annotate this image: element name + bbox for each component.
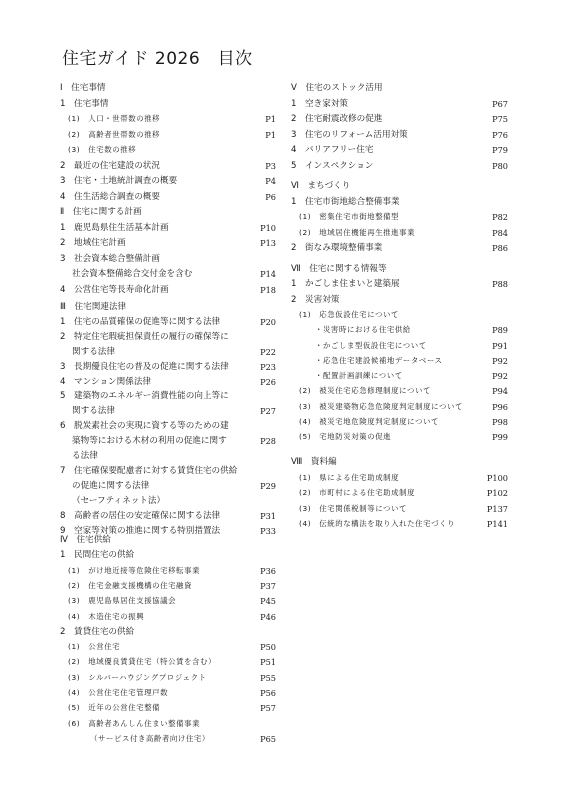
toc-page-number: P10 [260,222,276,233]
toc-page-number: P50 [260,642,276,653]
toc-entry[interactable] [60,375,276,389]
toc-entry-title: 1 民間住宅の供給 [60,550,135,561]
toc-page-number: P75 [492,114,508,124]
toc-entry-title: Ⅶ 住宅に関する情報等 [291,264,387,274]
toc-entry-title: (1) がけ地近接等危険住宅移転事業 [68,565,201,575]
toc-entry[interactable] [291,471,508,485]
toc-page-number: P82 [492,212,508,222]
toc-entry-title: (2) 被災住宅応急修理制度について [299,386,431,396]
toc-page-number: P102 [486,488,508,498]
toc-entry-title: (2) 市町村による住宅助成制度 [299,488,416,497]
toc-entry[interactable] [60,686,276,700]
toc-entry[interactable] [60,159,276,173]
toc-entry-title: （セーフティネット法） [72,495,166,506]
toc-entry[interactable] [291,97,508,111]
toc-entry-title: 築物等における木材の利用の促進に関す [72,436,227,447]
toc-entry-title: (2) 地域優良賃貸住宅（特公賃を含む） [68,657,217,667]
toc-entry-title: る法律 [72,451,98,461]
toc-entry-title: 1 住宅市街地総合整備事業 [291,196,400,207]
toc-entry[interactable] [60,449,276,463]
toc-entry[interactable] [60,267,276,281]
toc-entry-title: (3) 住宅関係税制等について [299,503,408,513]
toc-entry[interactable] [291,308,508,322]
toc-page-number: P29 [260,480,276,491]
toc-page-number: P79 [492,145,508,155]
toc-entry-title: (2) 地域居住機能再生推進事業 [299,227,416,237]
toc-entry[interactable] [60,345,276,359]
toc-entry-title: (1) 県による住宅助成制度 [299,472,400,482]
toc-section-heading[interactable] [291,455,508,469]
toc-entry-title: (6) 高齢者あんしん住まい整備事業 [68,718,201,728]
toc-entry[interactable] [291,241,508,255]
toc-page-number: P14 [260,269,276,279]
toc-entry-title: ・かごしま型仮設住宅について [315,340,427,350]
toc-page-number: P56 [260,688,276,698]
toc-entry-title: (3) 鹿児島県居住支援協議会 [68,596,177,606]
toc-entry[interactable] [291,415,508,429]
toc-section-heading[interactable] [60,533,276,547]
toc-page-number: P18 [260,284,276,295]
toc-entry[interactable] [60,315,276,329]
toc-page-number: P55 [260,672,276,683]
toc-page-number: P1 [265,129,276,140]
toc-entry-title: Ⅴ 住宅のストック活用 [291,83,383,93]
toc-entry-title: 2 街なみ環境整備事業 [291,243,383,253]
toc-entry[interactable] [291,323,508,337]
toc-entry[interactable] [60,419,276,433]
toc-entry[interactable] [60,404,276,418]
toc-entry-title: 9 空家等対策の推進に関する特別措置法 [60,525,221,536]
toc-entry[interactable] [60,330,276,344]
toc-page-number: P92 [492,355,508,366]
toc-section-heading[interactable] [291,179,508,193]
toc-section-heading[interactable] [60,205,276,219]
toc-entry[interactable] [60,283,276,297]
toc-entry[interactable] [291,430,508,444]
toc-entry[interactable] [60,732,276,746]
toc-entry-title: (4) 公営住宅住宅管理戸数 [68,688,169,697]
toc-entry-title: 3 社会資本総合整備計画 [60,253,160,264]
toc-entry-title: 2 住宅耐震改修の促進 [291,114,383,124]
toc-entry-title: （サービス付き高齢者向け住宅） [90,733,210,743]
toc-entry-title: 3 長期優良住宅の普及の促進に関する法律 [60,361,229,372]
toc-page-number: P13 [260,238,276,248]
toc-page-number: P1 [265,114,276,124]
toc-entry[interactable] [60,671,276,685]
toc-entry[interactable] [60,509,276,523]
toc-page-number: P141 [486,519,508,529]
toc-entry-title: (2) 住宅金融支援機構の住宅融資 [68,580,193,590]
toc-entry-title: 1 鹿児島県住生活基本計画 [60,222,169,233]
toc-entry-title: 5 建築物のエネルギー消費性能の向上等に [60,391,229,402]
toc-entry-title: (4) 伝統的な構法を取り入れた住宅づくり [299,519,456,528]
toc-entry-title: 1 空き家対策 [291,98,349,109]
toc-entry-title: 6 脱炭素社会の実現に資する等のための建 [60,421,229,432]
toc-entry[interactable] [60,221,276,235]
toc-entry[interactable] [60,594,276,608]
toc-entry-title: 2 最近の住宅建設の状況 [60,160,160,171]
toc-entry[interactable] [60,655,276,669]
toc-entry-title: 関する法律 [72,406,115,417]
toc-page-number: P28 [260,436,276,447]
toc-page-number: P45 [260,596,276,607]
toc-entry[interactable] [60,252,276,266]
toc-page-number: P26 [260,376,276,387]
toc-entry-title: Ⅰ 住宅事情 [60,83,106,93]
toc-entry-title: (1) 応急仮設住宅について [299,309,400,319]
toc-entry-title: Ⅱ 住宅に関する計画 [60,207,142,217]
toc-entry-title: 4 公営住宅等長寿命化計画 [60,284,169,295]
toc-entry[interactable] [60,236,276,250]
toc-entry-title: の促進に関する法律 [72,480,150,491]
page-title: 住宅ガイド 2026 目次 [62,49,253,69]
toc-page-number: P46 [260,611,276,622]
toc-entry[interactable] [60,464,276,478]
toc-entry[interactable] [60,143,276,157]
toc-entry-title: (2) 高齢者世帯数の推移 [68,129,161,139]
toc-page-number: P33 [260,525,276,536]
toc-entry[interactable] [60,190,276,204]
toc-entry[interactable] [60,494,276,508]
toc-entry[interactable] [291,400,508,414]
toc-section-heading[interactable] [60,300,276,314]
toc-entry[interactable] [60,564,276,578]
toc-entry-title: 関する法律 [72,346,115,357]
toc-entry-title: Ⅵ まちづくり [291,181,351,191]
toc-entry[interactable] [291,369,508,383]
toc-entry[interactable] [291,384,508,398]
toc-entry-title: 2 災害対策 [291,294,340,305]
toc-page-number: P20 [260,316,276,327]
toc-entry-title: 1 かごしま住まいと建築展 [291,279,400,290]
toc-page-number: P23 [260,361,276,372]
toc-entry[interactable] [291,486,508,500]
toc-entry-title: 4 バリアフリー住宅 [291,145,374,155]
toc-entry-title: (1) 人口・世帯数の推移 [68,114,161,123]
toc-entry-title: (4) 木造住宅の振興 [68,611,145,621]
toc-page-number: P31 [260,510,276,521]
toc-entry-title: (1) 密集住宅市街地整備型 [299,212,400,221]
toc-section-heading[interactable] [60,81,276,95]
toc-page-number: P51 [260,657,276,668]
toc-entry-title: 5 インスペクション [291,160,374,171]
toc-entry-title: 7 住宅確保要配慮者に対する賃貸住宅の供給 [60,465,238,476]
toc-entry-title: (5) 近年の公営住宅整備 [68,703,161,713]
toc-page-number: P4 [265,176,276,186]
toc-entry[interactable] [60,174,276,188]
toc-entry-title: (5) 宅地防災対策の促進 [299,432,392,442]
toc-page-number: P57 [260,703,276,714]
toc-entry[interactable] [60,640,276,654]
toc-page-number: P91 [492,340,508,351]
toc-entry[interactable] [291,210,508,224]
toc-entry[interactable] [60,360,276,374]
toc-page-number: P88 [492,279,508,290]
toc-entry-title: 4 マンション関係法律 [60,376,152,387]
toc-page-number: P65 [260,733,276,744]
toc-entry[interactable] [60,479,276,493]
toc-entry-title: 2 特定住宅瑕疵担保責任の履行の確保等に [60,331,229,342]
toc-page-number: P3 [265,160,276,171]
toc-entry[interactable] [291,293,508,307]
toc-page-number: P27 [260,406,276,417]
toc-page-number: P76 [492,129,508,140]
toc-entry[interactable] [60,97,276,111]
toc-page-number: P37 [260,580,276,591]
toc-entry-title: (4) 被災宅地危険度判定制度について [299,417,439,426]
toc-entry[interactable] [60,128,276,142]
toc-entry[interactable] [60,434,276,448]
toc-entry[interactable] [291,354,508,368]
toc-entry[interactable] [291,112,508,126]
toc-entry[interactable] [291,339,508,353]
toc-entry-title: (3) 被災建築物応急危険度判定制度について [299,401,463,411]
toc-section-heading[interactable] [291,262,508,276]
toc-page-number: P67 [492,98,508,109]
toc-section-heading[interactable] [291,81,508,95]
toc-entry-title: 3 住宅・土地統計調査の概要 [60,176,178,186]
toc-entry-title: 1 住宅の品質確保の促進等に関する法律 [60,316,221,327]
toc-entry-title: ・応急住宅建設候補地データベース [315,355,443,365]
toc-page-number: P36 [260,565,276,576]
toc-entry[interactable] [291,195,508,209]
toc-entry-title: 8 高齢者の居住の安定確保に関する法律 [60,510,221,521]
toc-entry-title: 2 地域住宅計画 [60,238,126,248]
toc-entry-title: ・配置計画訓練について [315,371,403,381]
toc-entry[interactable] [60,610,276,624]
toc-entry[interactable] [291,502,508,516]
toc-entry-title: 4 住生活総合調査の概要 [60,191,160,202]
toc-page-number: P92 [492,371,508,382]
toc-page-number: P94 [492,386,508,397]
toc-entry-title: 2 賃貸住宅の供給 [60,626,135,637]
toc-entry[interactable] [60,625,276,639]
toc-entry[interactable] [60,389,276,403]
toc-entry[interactable] [291,277,508,291]
toc-entry[interactable] [60,701,276,715]
toc-entry[interactable] [60,548,276,562]
toc-entry-title: (1) 公営住宅 [68,642,121,652]
toc-entry[interactable] [291,226,508,240]
toc-page-number: P99 [492,432,508,443]
toc-entry-title: Ⅷ 資料編 [291,457,337,467]
toc-entry-title: Ⅲ 住宅関連法律 [60,302,127,312]
toc-page-number: P98 [492,417,508,427]
toc-page-number: P100 [486,472,508,483]
toc-entry[interactable] [291,128,508,142]
toc-entry-title: ・災害時における住宅供給 [315,325,411,335]
toc-page-number: P96 [492,401,508,412]
toc-page-number: P84 [492,227,508,238]
toc-entry-title: 1 住宅事情 [60,98,109,109]
toc-entry[interactable] [60,579,276,593]
toc-entry-title: Ⅳ 住宅供給 [60,535,111,545]
toc-entry-title: 3 住宅のリフォーム活用対策 [291,129,408,140]
toc-page-number: P137 [486,503,508,514]
toc-entry-title: (3) シルバーハウジングプロジェクト [68,672,207,682]
toc-page-number: P6 [265,191,276,202]
toc-entry[interactable] [291,517,508,531]
toc-page-number: P86 [492,243,508,253]
toc-entry[interactable] [291,159,508,173]
toc-page-number: P22 [260,346,276,357]
toc-entry[interactable] [291,143,508,157]
toc-page-number: P89 [492,325,508,336]
toc-entry[interactable] [60,112,276,126]
toc-entry-title: 社会資本整備総合交付金を含む [72,269,193,279]
toc-entry[interactable] [60,717,276,731]
toc-entry-title: (3) 住宅数の推移 [68,145,137,154]
toc-page-number: P80 [492,160,508,171]
